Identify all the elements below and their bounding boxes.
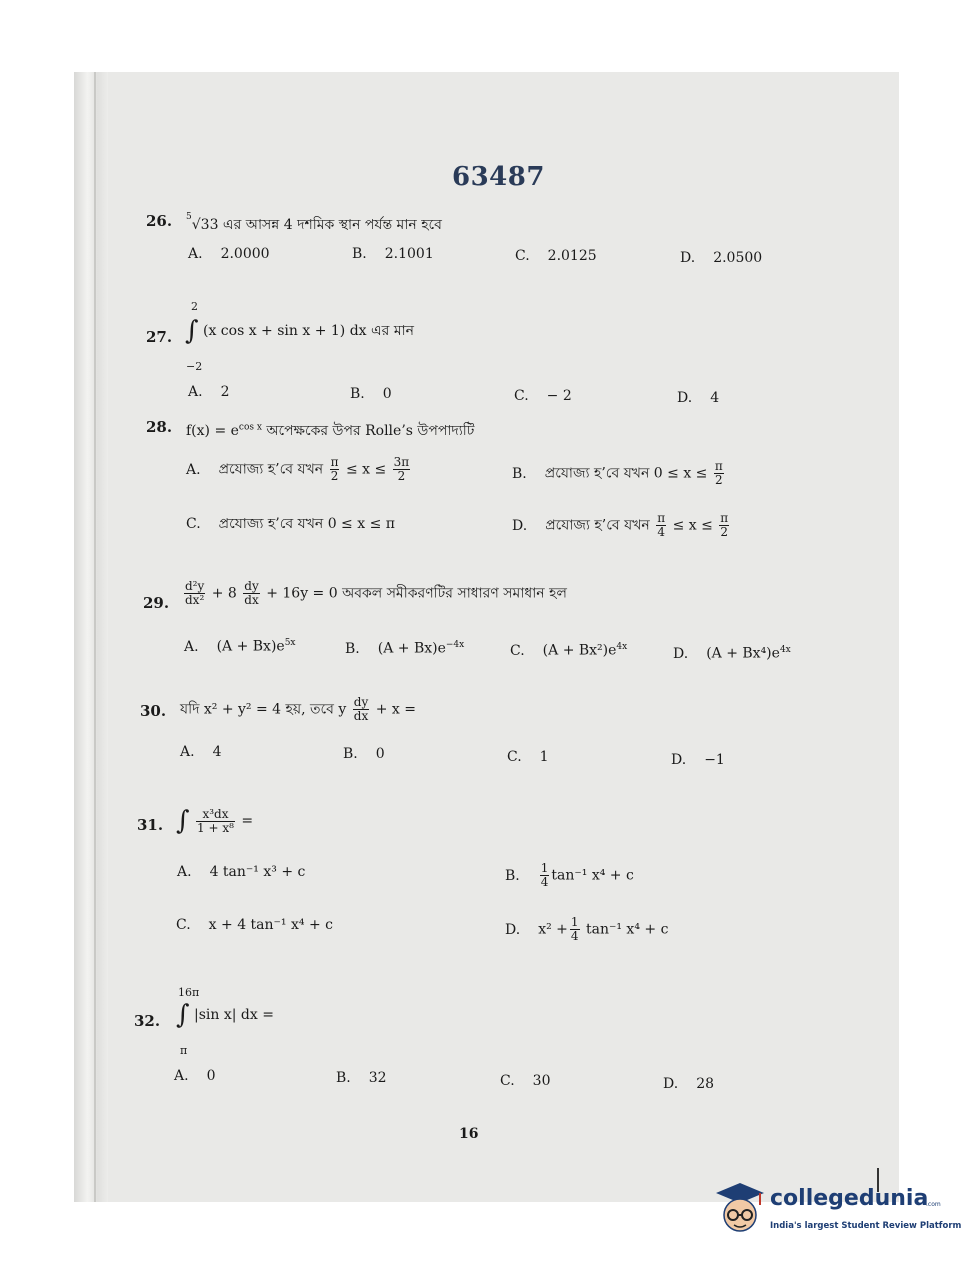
question-number: 28. [146,418,173,436]
option-b[interactable]: B. 0 [350,386,392,402]
option-b[interactable]: B. $(A + Bx)e^{-4x}$ [345,640,465,657]
question-number: 27. [146,328,173,346]
option-c[interactable]: C. − 2 [514,388,572,404]
integral-upper-limit: 16π [178,986,200,999]
option-b[interactable]: B. $\frac{1}{4}$ tan⁻¹ x⁴ + c [505,861,634,889]
option-d[interactable]: D. 28 [663,1076,715,1092]
option-d[interactable]: D. x² + $\frac{1}{4}$ tan⁻¹ x⁴ + c [505,915,669,943]
option-b[interactable]: B. প্রযোজ্য হ’বে যখন 0 ≤ x ≤ $\frac{\pi}{2}$ [512,459,723,487]
integral-lower-limit: π [180,1044,188,1057]
option-a[interactable]: A. 4 [180,744,222,760]
question-text: ∫ $\frac{\text{x³dx}}{\text{1 + x⁸}}$ = [176,806,254,836]
option-d[interactable]: D. প্রযোজ্য হ’বে যখন $\frac{\pi}{4}$ ≤ x ≤ $\frac{\pi}{2}$ [512,511,729,539]
question-text: যদি x² + y² = 4 হয়, তবে y $\frac{dy}{dx}$ + x = [180,695,416,723]
question-text: ∫ (x cos x + sin x + 1) dx এর মান [185,316,415,346]
page-binding-edge [74,72,108,1202]
question-number: 31. [137,816,164,834]
integral-sign-icon: ∫ [185,316,199,346]
option-d[interactable]: D. 2.0500 [680,250,763,266]
question-text: $f(x) = e^{cos x}$ অপেক্ষকের উপর Rolle’s উপপাদ্যটি [186,422,475,439]
option-a[interactable]: A. $(A + Bx)e^{5x}$ [184,638,296,655]
option-a[interactable]: A. 2.0000 [188,246,270,262]
brand-name: collegedunia [770,1186,929,1211]
brand-tagline: India's largest Student Review Platform [770,1221,962,1231]
option-b[interactable]: B. 2.1001 [352,246,434,262]
option-d[interactable]: D. −1 [671,752,725,768]
question-number: 29. [143,594,170,612]
question-number: 26. [146,212,173,230]
question-text: ∫ |sin x| dx = [176,1000,274,1030]
option-c[interactable]: C. x + 4 tan⁻¹ x⁴ + c [176,917,333,933]
option-c[interactable]: C. $(A + Bx^2)e^{4x}$ [510,642,628,659]
option-d[interactable]: D. $(A + Bx^4)e^{4x}$ [673,645,791,662]
integral-sign-icon: ∫ [176,1000,190,1030]
option-c[interactable]: C. 30 [500,1073,551,1089]
option-a[interactable]: A. প্রযোজ্য হ’বে যখন $\frac{\pi}{2}$ ≤ x ≤ $\frac{3\pi}{2}$ [186,455,410,483]
question-text: $^5$√33 এর আসন্ন 4 দশমিক স্থান পর্যন্ত মান হবে [186,212,442,233]
option-b[interactable]: B. 32 [336,1070,387,1086]
option-a[interactable]: A. 0 [174,1068,216,1084]
option-c[interactable]: C. 2.0125 [515,248,597,264]
option-a[interactable]: A. 4 tan⁻¹ x³ + c [177,864,306,880]
question-number: 32. [134,1012,161,1030]
brand-suffix: .com [926,1201,941,1208]
option-b[interactable]: B. 0 [343,746,385,762]
option-d[interactable]: D. 4 [677,390,720,406]
option-c[interactable]: C. 1 [507,749,549,765]
integral-sign-icon: ∫ [176,806,190,836]
exam-page [74,72,899,1202]
integral-upper-limit: 2 [191,300,198,313]
integral-lower-limit: −2 [186,360,203,373]
option-a[interactable]: A. 2 [188,384,230,400]
question-number: 30. [140,702,167,720]
option-c[interactable]: C. প্রযোজ্য হ’বে যখন 0 ≤ x ≤ π [186,516,395,532]
paper-code: 63487 [452,162,545,192]
root-index: 5 [186,212,192,223]
page-number: 16 [459,1126,479,1142]
question-text: $\frac{\text{d²y}}{\text{dx²}}$ + 8 $\frac{dy}{dx}$ + 16y = 0 অবকল সমীকরণটির সাধারণ সমাধান হল [185,579,567,607]
